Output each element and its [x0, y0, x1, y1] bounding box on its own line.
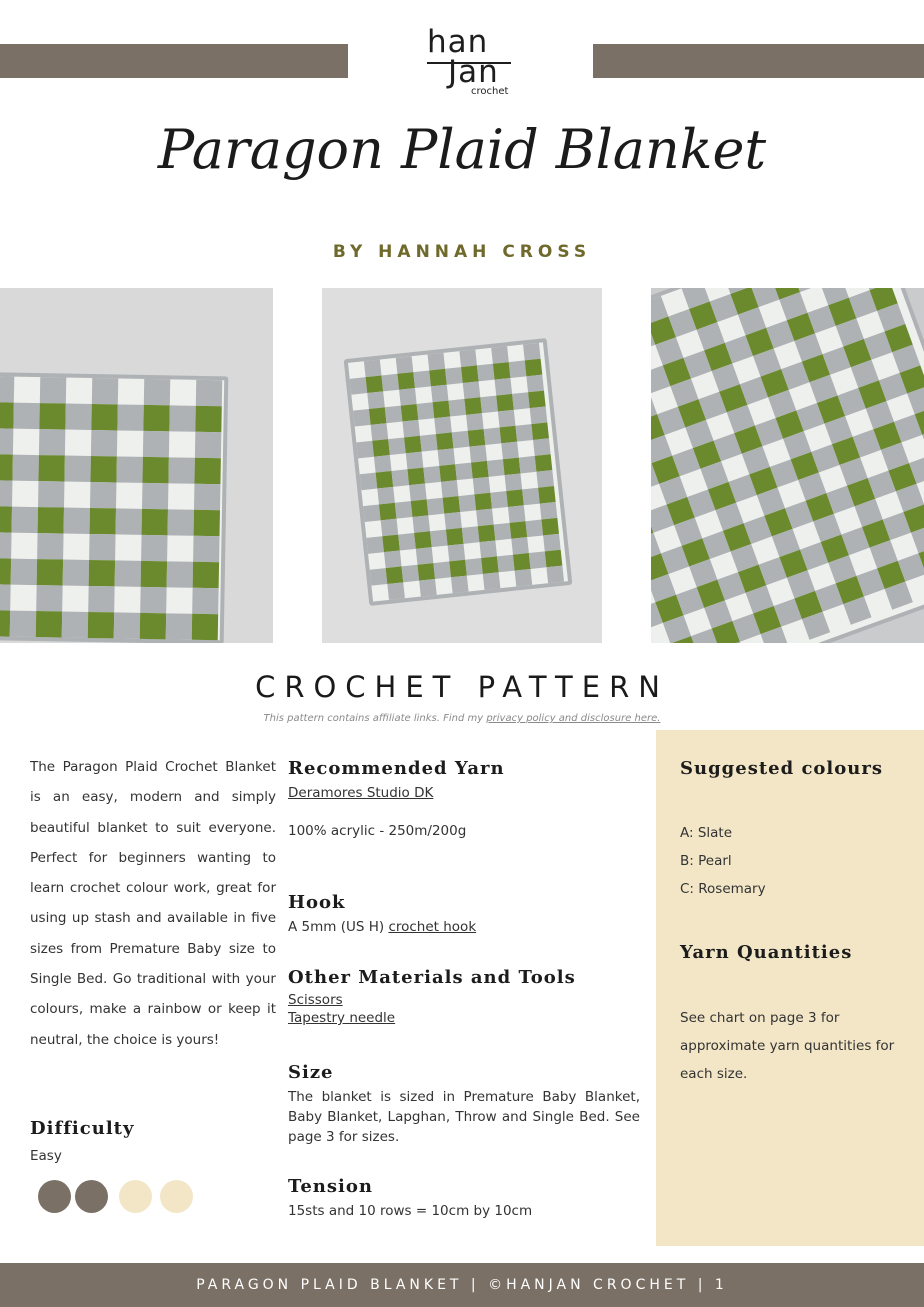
- photo-blanket-flat: [322, 288, 602, 643]
- materials-section: [288, 967, 640, 1026]
- hook-section: [288, 892, 640, 935]
- difficulty-dot-1: [38, 1180, 71, 1213]
- materials-item[interactable]: Scissors: [288, 992, 343, 1008]
- yarn-detail: 100% acrylic - 250m/200g: [288, 823, 467, 839]
- affiliate-text: This pattern contains affiliate links. Find my: [263, 713, 487, 724]
- hanjan-logo: [420, 24, 520, 102]
- difficulty-value: Easy: [30, 1148, 62, 1164]
- gingham-pattern: [0, 372, 228, 643]
- section-title: CROCHET PATTERN: [255, 670, 669, 704]
- page-title: Paragon Plaid Blanket: [157, 118, 767, 181]
- quantities-heading: Yarn Quantities: [680, 942, 853, 963]
- crochet-hook-link[interactable]: crochet hook: [388, 919, 477, 935]
- header-bar-right: [593, 44, 924, 78]
- colours-heading: Suggested colours: [680, 758, 883, 779]
- materials-item[interactable]: Tapestry needle: [288, 1010, 396, 1026]
- materials-heading: Other Materials and Tools: [288, 967, 576, 988]
- quantities-text: See chart on page 3 for approximate yarn quantities for each size.: [680, 1010, 895, 1082]
- gingham-pattern: [344, 338, 573, 606]
- logo-line-1: han: [427, 24, 489, 60]
- logo-line-2: Jan: [448, 54, 499, 90]
- difficulty-dot-4: [160, 1180, 193, 1213]
- yarn-section: [288, 758, 640, 839]
- colour-item: B: Pearl: [680, 853, 732, 869]
- size-section: [288, 1062, 640, 1147]
- photo-blanket-draped: [651, 288, 924, 643]
- difficulty-heading: Difficulty: [30, 1118, 135, 1139]
- photo-blanket-corner-image: [0, 288, 273, 643]
- page-footer: PARAGON PLAID BLANKET | ©HANJAN CROCHET | 1: [0, 1263, 924, 1307]
- difficulty-dot-3: [119, 1180, 152, 1213]
- colour-item: A: Slate: [680, 825, 733, 841]
- tension-text: 15sts and 10 rows = 10cm by 10cm: [288, 1203, 533, 1219]
- suggested-colours-panel: [656, 730, 924, 1246]
- yarn-link[interactable]: Deramores Studio DK: [288, 785, 434, 801]
- affiliate-note: [0, 713, 924, 724]
- tension-section: [288, 1176, 640, 1219]
- difficulty-dot-2: [75, 1180, 108, 1213]
- author-byline: BY HANNAH CROSS: [332, 242, 592, 262]
- gingham-pattern: [651, 288, 924, 643]
- colour-item: C: Rosemary: [680, 881, 766, 897]
- logo-line-3: crochet: [471, 86, 509, 97]
- intro-paragraph: The Paragon Plaid Crochet Blanket is an easy, modern and simply beautiful blanket to suit everyone. Perfect for beginners wanting to learn crochet colour work, great for using up stash and available in five sizes from Premature Baby size to Single Bed. Go traditional with your colours, make a rainbow or keep it neutral, the choice is yours!: [30, 759, 276, 1048]
- photo-blanket-draped-image: [651, 288, 924, 643]
- photo-blanket-corner: [0, 288, 273, 643]
- hook-text: A 5mm (US H) crochet hook: [288, 919, 477, 935]
- photo-blanket-flat-image: [322, 288, 602, 643]
- yarn-heading: Recommended Yarn: [288, 758, 505, 779]
- tension-heading: Tension: [288, 1176, 373, 1197]
- hook-heading: Hook: [288, 892, 346, 913]
- header-bar-left: [0, 44, 348, 78]
- size-heading: Size: [288, 1062, 334, 1083]
- privacy-policy-link[interactable]: privacy policy and disclosure here.: [486, 713, 661, 724]
- size-text: The blanket is sized in Premature Baby Blanket, Baby Blanket, Lapghan, Throw and Single Bed. See page 3 for sizes.: [288, 1089, 640, 1145]
